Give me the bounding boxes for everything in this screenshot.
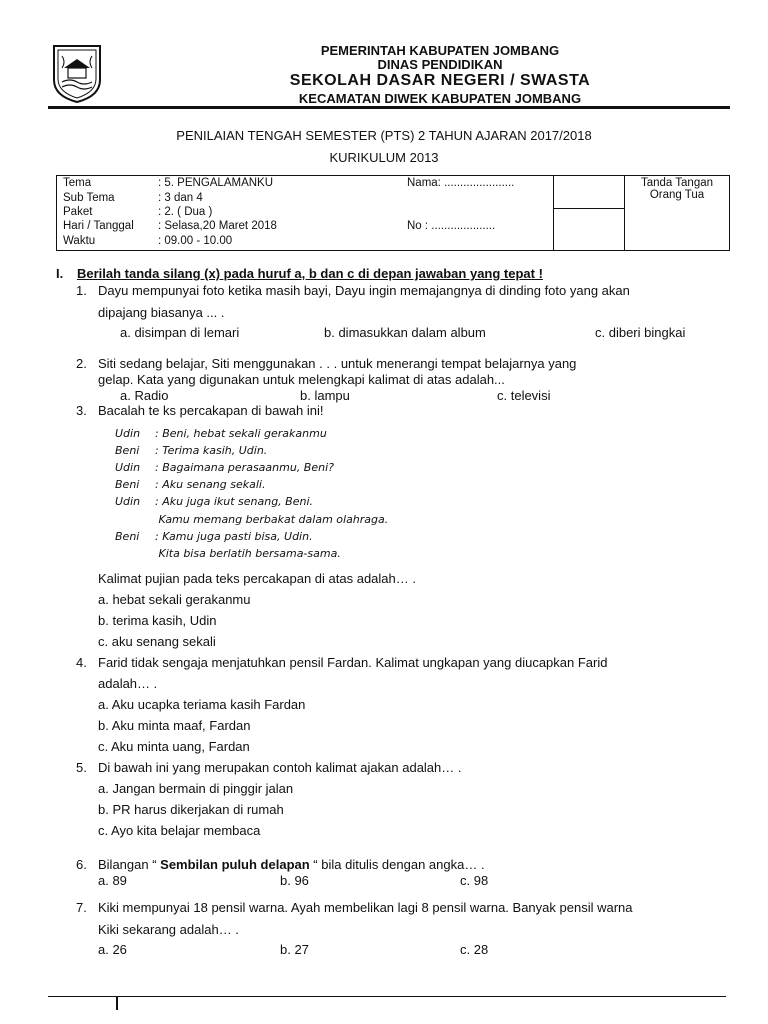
- question-number: 1.: [76, 283, 87, 298]
- section-instruction: Berilah tanda silang (x) pada huruf a, b dan c di depan jawaban yang tepat !: [77, 266, 543, 281]
- dialog-text: Kita bisa berlatih bersama-sama.: [155, 547, 341, 560]
- question-text: Farid tidak sengaja menjatuhkan pensil Fardan. Kalimat ungkapan yang diucapkan Farid: [98, 655, 608, 670]
- info-label: Tema: [63, 177, 92, 189]
- dialog-text: : Terima kasih, Udin.: [155, 444, 268, 457]
- school-name: SEKOLAH DASAR NEGERI / SWASTA: [289, 72, 591, 89]
- info-value: : Selasa,20 Maret 2018: [158, 220, 277, 232]
- dialog-line: [115, 530, 313, 543]
- question-text: adalah… .: [98, 676, 158, 691]
- department-header: DINAS PENDIDIKAN: [377, 57, 503, 72]
- question-number: 3.: [76, 403, 87, 418]
- info-value: : 09.00 - 10.00: [158, 235, 233, 247]
- question-number: 2.: [76, 356, 87, 371]
- answer-option[interactable]: b. PR harus dikerjakan di rumah: [98, 802, 284, 817]
- dialog-text: : Bagaimana perasaanmu, Beni?: [155, 461, 334, 474]
- question-text-suffix: “ bila ditulis dengan angka… .: [309, 857, 485, 872]
- answer-option[interactable]: b. terima kasih, Udin: [98, 613, 217, 628]
- answer-option[interactable]: c. 98: [460, 873, 489, 888]
- info-value: : 3 dan 4: [158, 192, 203, 204]
- answer-option[interactable]: a. 26: [98, 942, 127, 957]
- answer-option[interactable]: b. lampu: [300, 388, 350, 403]
- question-text-prefix: Bilangan “: [98, 857, 161, 872]
- name-field[interactable]: Nama: ......................: [407, 177, 515, 189]
- dialog-speaker: Beni: [115, 444, 140, 457]
- answer-option[interactable]: a. hebat sekali gerakanmu: [98, 592, 251, 607]
- dialog-speaker: Beni: [115, 530, 140, 543]
- answer-option[interactable]: c. diberi bingkai: [595, 325, 686, 340]
- signature-label: Orang Tua: [649, 189, 705, 201]
- answer-option[interactable]: b. 96: [280, 873, 309, 888]
- dialog-line: [115, 495, 313, 508]
- question-text: gelap. Kata yang digunakan untuk melengkapi kalimat di atas adalah...: [98, 372, 505, 387]
- info-value: : 2. ( Dua ): [158, 206, 213, 218]
- question-text: Dayu mempunyai foto ketika masih bayi, Dayu ingin memajangnya di dinding foto yang akan: [98, 283, 630, 298]
- number-field[interactable]: No : ....................: [407, 220, 496, 232]
- info-label: Hari / Tanggal: [63, 220, 134, 232]
- answer-option[interactable]: b. dimasukkan dalam album: [324, 325, 486, 340]
- district-header: KECAMATAN DIWEK KABUPATEN JOMBANG: [298, 91, 582, 106]
- empty-cell: [554, 209, 625, 251]
- regency-emblem-icon: [50, 42, 104, 104]
- dialog-line: [115, 478, 265, 491]
- curriculum-label: KURIKULUM 2013: [329, 150, 439, 165]
- dialog-text: Kamu memang berbakat dalam olahraga.: [155, 513, 389, 526]
- info-cell: [57, 176, 554, 251]
- info-label: Waktu: [63, 235, 96, 247]
- dialog-text: : Beni, hebat sekali gerakanmu: [155, 427, 327, 440]
- question-number: 7.: [76, 900, 87, 915]
- answer-option[interactable]: c. televisi: [497, 388, 551, 403]
- question-bold-phrase: Sembilan puluh delapan: [160, 857, 310, 872]
- signature-label: Tanda Tangan: [640, 177, 714, 189]
- answer-option[interactable]: c. 28: [460, 942, 489, 957]
- info-label: Paket: [63, 206, 93, 218]
- parent-signature-cell[interactable]: [625, 176, 730, 251]
- answer-option[interactable]: b. 27: [280, 942, 309, 957]
- question-text: Kiki mempunyai 18 pensil warna. Ayah membelikan lagi 8 pensil warna. Banyak pensil warna: [98, 900, 633, 915]
- question-text: Di bawah ini yang merupakan contoh kalimat ajakan adalah… .: [98, 760, 462, 775]
- footer-marker: [116, 996, 118, 1010]
- dialog-text: : Aku juga ikut senang, Beni.: [155, 495, 314, 508]
- answer-option[interactable]: a. Jangan bermain di pinggir jalan: [98, 781, 294, 796]
- dialog-speaker: Udin: [115, 495, 141, 508]
- question-text: dipajang biasanya ... .: [98, 305, 225, 320]
- question-prompt: Kalimat pujian pada teks percakapan di atas adalah… .: [98, 571, 416, 586]
- answer-option[interactable]: c. Aku minta uang, Fardan: [98, 739, 250, 754]
- dialog-line: [115, 444, 267, 457]
- question-text: Siti sedang belajar, Siti menggunakan . . . untuk menerangi tempat belajarnya yang: [98, 356, 577, 371]
- dialog-line: [115, 427, 327, 440]
- dialog-speaker: Udin: [115, 461, 141, 474]
- dialog-line: [115, 461, 334, 474]
- student-info-table: [56, 175, 730, 251]
- footer-divider: [48, 996, 726, 997]
- section-number: I.: [56, 266, 64, 281]
- question-text: Kiki sekarang adalah… .: [98, 922, 239, 937]
- header-divider: [48, 106, 730, 109]
- question-text: Bacalah te ks percakapan di bawah ini!: [98, 403, 324, 418]
- dialog-speaker: Beni: [115, 478, 140, 491]
- empty-cell: [554, 176, 625, 209]
- dialog-line: [115, 513, 388, 526]
- exam-title: PENILAIAN TENGAH SEMESTER (PTS) 2 TAHUN AJARAN 2017/2018: [176, 128, 592, 143]
- answer-option[interactable]: b. Aku minta maaf, Fardan: [98, 718, 251, 733]
- question-text: [98, 857, 485, 872]
- question-number: 6.: [76, 857, 87, 872]
- dialog-text: : Aku senang sekali.: [155, 478, 266, 491]
- question-number: 4.: [76, 655, 87, 670]
- dialog-text: : Kamu juga pasti bisa, Udin.: [155, 530, 313, 543]
- question-number: 5.: [76, 760, 87, 775]
- answer-option[interactable]: a. 89: [98, 873, 127, 888]
- dialog-line: [115, 547, 341, 560]
- info-label: Sub Tema: [63, 192, 115, 204]
- info-value: : 5. PENGALAMANKU: [158, 177, 274, 189]
- answer-option[interactable]: a. Radio: [120, 388, 169, 403]
- answer-option[interactable]: c. aku senang sekali: [98, 634, 216, 649]
- answer-option[interactable]: a. disimpan di lemari: [120, 325, 240, 340]
- dialog-speaker: Udin: [115, 427, 141, 440]
- government-header: PEMERINTAH KABUPATEN JOMBANG: [320, 43, 560, 58]
- answer-option[interactable]: a. Aku ucapka teriama kasih Fardan: [98, 697, 306, 712]
- answer-option[interactable]: c. Ayo kita belajar membaca: [98, 823, 261, 838]
